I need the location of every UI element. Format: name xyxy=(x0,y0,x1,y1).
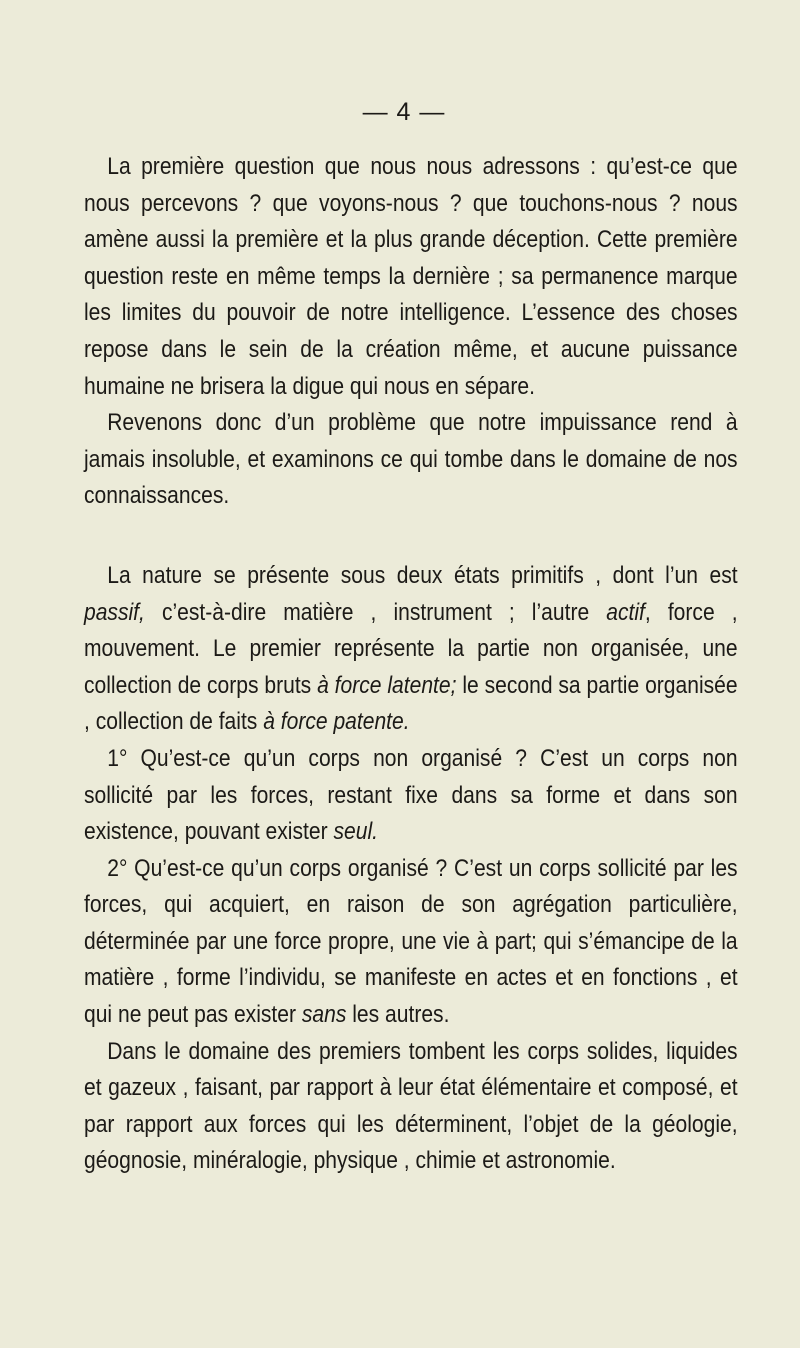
italic-text: passif, xyxy=(84,598,145,626)
text-run: Revenons donc d’un problème que notre impuissance rend à jamais insoluble, et examinons ce qui tombe dans le domaine de nos connaissances. xyxy=(84,409,738,510)
text-run: La première question que nous nous adressons : qu’est-ce que nous percevons ? que voyons-nous ? que touchons-nous ? nous amène aussi la première et la plus grande déception. Cette première question reste en même temps la dernière ; sa permanence marque les limites du pouvoir de notre intelligence. L’essence des choses repose dans le sein de la création même, et aucune puissance humaine ne brisera la digue qui nous en sépare. xyxy=(84,153,738,400)
paragraph-p3 xyxy=(84,558,738,741)
italic-text: seul. xyxy=(333,818,378,846)
page-number: — 4 — xyxy=(362,98,446,126)
paragraph-p5 xyxy=(84,851,738,1034)
italic-text: à force latente; xyxy=(317,671,457,699)
text-run: , force , mouvement. Le premier représente la partie non organisée, une collection de corps bruts xyxy=(84,598,738,699)
body-text xyxy=(84,149,736,1180)
text-run: Dans le domaine des premiers tombent les corps solides, liquides et gazeux , faisant, par rapport à leur état élémentaire et composé, et par rapport aux forces qui les déterminent, l’objet de la géologie, géognosie, minéralogie, physique , chimie et astronomie. xyxy=(84,1037,738,1175)
paragraph-p6 xyxy=(84,1034,738,1180)
text-run: le second sa partie organisée , collection de faits xyxy=(84,671,738,736)
paragraph-p1 xyxy=(84,149,738,405)
italic-text: à force patente. xyxy=(263,708,410,736)
paragraph-p4 xyxy=(84,741,738,851)
text-run: 1° Qu’est-ce qu’un corps non organisé ? C’est un corps non sollicité par les forces, restant fixe dans sa forme et dans son existence, pouvant exister xyxy=(84,744,738,846)
text-run: La nature se présente sous deux états primitifs , dont l’un est xyxy=(107,561,738,589)
text-run: 2° Qu’est-ce qu’un corps organisé ? C’est un corps sollicité par les forces, qui acquiert, en raison de son agrégation particulière, déterminée par une force propre, une vie à part; qui s’émancipe de la matière , forme l’individu, se manifeste en actes et en fonctions , et qui ne peut pas exister xyxy=(84,854,738,1029)
italic-text: sans xyxy=(301,1001,347,1029)
text-run: c’est-à-dire matière , instrument ; l’autre xyxy=(144,598,607,626)
italic-text: actif xyxy=(606,598,645,626)
paragraph-p2 xyxy=(84,405,738,515)
text-run: les autres. xyxy=(346,1001,450,1029)
